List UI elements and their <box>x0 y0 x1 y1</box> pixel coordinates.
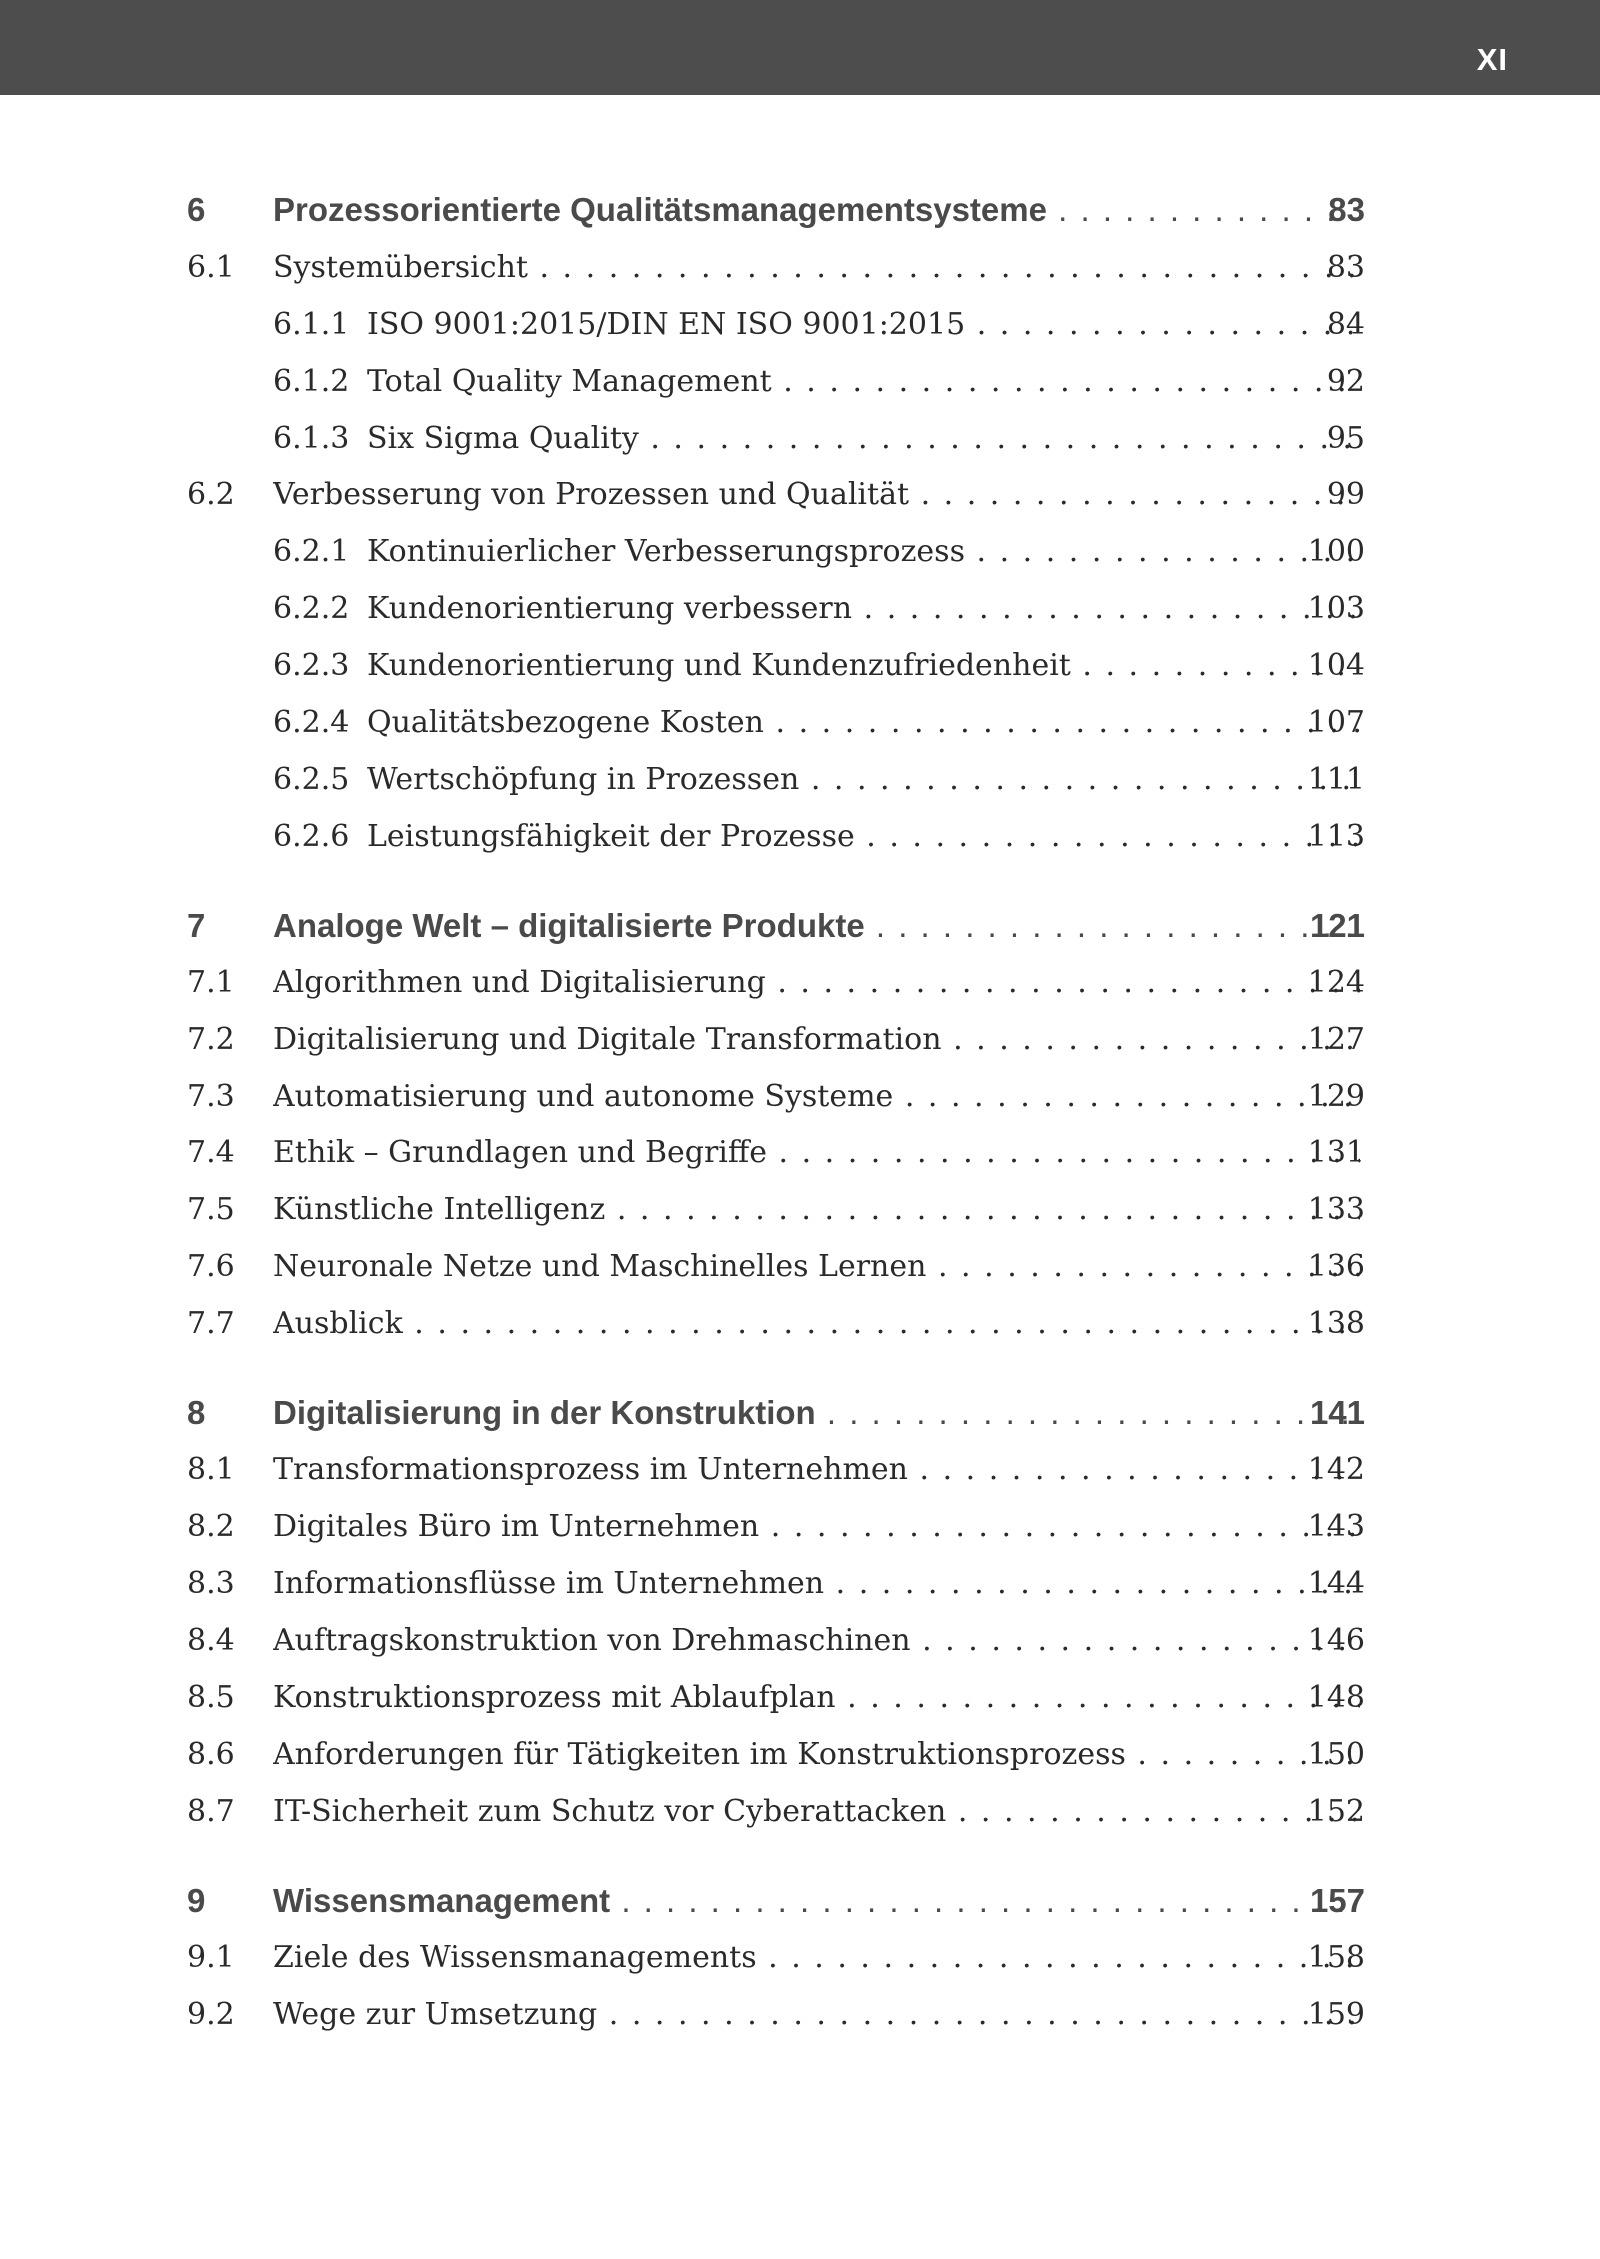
toc-entry-number: 8.2 <box>187 1509 235 1544</box>
toc-entry-page: 83 <box>1328 191 1365 228</box>
toc-entry-number: 8 <box>187 1394 206 1431</box>
toc-entry-number: 7.6 <box>187 1249 235 1284</box>
toc-entry-page: 113 <box>1307 819 1365 854</box>
toc-entry-page: 92 <box>1326 364 1365 399</box>
toc-entry-title: Neuronale Netze und Maschinelles Lernen . . . <box>273 1242 1360 1292</box>
toc-entry-number: 8.1 <box>187 1452 235 1487</box>
toc-entry-subsection[interactable] <box>0 812 1600 862</box>
toc-entry-title: Algorithmen und Digitalisierung . . . <box>273 958 1360 1008</box>
header-bar <box>0 0 1600 95</box>
toc-entry-section[interactable] <box>0 1933 1600 1983</box>
toc-entry-title: Prozessorientierte Qualitätsmanagementsysteme . . . <box>273 185 1360 235</box>
toc-entry-number: 7.1 <box>187 965 235 1000</box>
toc-entry-title: Kontinuierlicher Verbesserungsprozess . . . <box>367 527 1360 577</box>
toc-entry-page: 127 <box>1307 1022 1365 1057</box>
toc-entry-chapter[interactable] <box>0 1876 1600 1926</box>
toc-entry-number: 6.2.3 <box>273 648 350 683</box>
toc-entry-number: 6 <box>187 191 206 228</box>
toc-entry-number: 6.2.1 <box>273 534 350 569</box>
toc-entry-subsection[interactable] <box>0 527 1600 577</box>
toc-entry-page: 141 <box>1309 1394 1365 1431</box>
toc-entry-subsection[interactable] <box>0 414 1600 464</box>
toc-entry-number: 8.5 <box>187 1680 235 1715</box>
toc-entry-number: 6.2.6 <box>273 819 350 854</box>
toc-entry-title: Informationsflüsse im Unternehmen . . . <box>273 1559 1360 1609</box>
toc-entry-number: 8.4 <box>187 1623 235 1658</box>
toc-entry-page: 136 <box>1307 1249 1365 1284</box>
toc-entry-number: 6.1 <box>187 250 235 285</box>
toc-entry-title: Transformationsprozess im Unternehmen . . . <box>273 1445 1360 1495</box>
toc-entry-number: 8.7 <box>187 1794 235 1829</box>
toc-entry-number: 8.6 <box>187 1737 235 1772</box>
toc-entry-section[interactable] <box>0 1445 1600 1495</box>
toc-entry-title: Kundenorientierung verbessern . . . <box>367 584 1360 634</box>
toc-entry-page: 111 <box>1307 762 1365 797</box>
toc-entry-title: Leistungsfähigkeit der Prozesse . . . <box>367 812 1360 862</box>
toc-entry-page: 142 <box>1307 1452 1365 1487</box>
toc-entry-title: Wege zur Umsetzung . . . <box>273 1990 1360 2040</box>
toc-entry-section[interactable] <box>0 1502 1600 1552</box>
toc-entry-section[interactable] <box>0 1616 1600 1666</box>
toc-entry-number: 7.5 <box>187 1192 235 1227</box>
toc-entry-number: 7.3 <box>187 1079 235 1114</box>
toc-entry-chapter[interactable] <box>0 185 1600 235</box>
toc-entry-page: 152 <box>1307 1794 1365 1829</box>
toc-entry-number: 6.2 <box>187 477 235 512</box>
toc-entry-page: 157 <box>1309 1882 1365 1919</box>
toc-entry-chapter[interactable] <box>0 1388 1600 1438</box>
toc-entry-section[interactable] <box>0 1673 1600 1723</box>
toc-entry-number: 8.3 <box>187 1566 235 1601</box>
toc-entry-title: ISO 9001:2015/DIN EN ISO 9001:2015 . . . <box>367 300 1360 350</box>
toc-entry-title: Automatisierung und autonome Systeme . . . <box>273 1072 1360 1122</box>
toc-entry-title: Wertschöpfung in Prozessen . . . <box>367 755 1360 805</box>
toc-entry-title: Auftragskonstruktion von Drehmaschinen . . . <box>273 1616 1360 1666</box>
toc-entry-number: 9.2 <box>187 1997 235 2032</box>
toc-entry-subsection[interactable] <box>0 357 1600 407</box>
toc-entry-title: Verbesserung von Prozessen und Qualität . . . <box>273 470 1360 520</box>
toc-entry-section[interactable] <box>0 1990 1600 2040</box>
toc-entry-chapter[interactable] <box>0 901 1600 951</box>
toc-entry-title: Digitales Büro im Unternehmen . . . <box>273 1502 1360 1552</box>
page-number: XI <box>1476 42 1508 77</box>
toc-entry-page: 99 <box>1326 477 1365 512</box>
toc-entry-section[interactable] <box>0 1730 1600 1780</box>
toc-entry-number: 6.1.2 <box>273 364 350 399</box>
toc-entry-number: 9.1 <box>187 1940 235 1975</box>
toc-entry-title: Künstliche Intelligenz . . . <box>273 1185 1360 1235</box>
toc-entry-title: Konstruktionsprozess mit Ablaufplan . . . <box>273 1673 1360 1723</box>
toc-entry-page: 148 <box>1307 1680 1365 1715</box>
toc-entry-page: 104 <box>1307 648 1365 683</box>
toc-entry-section[interactable] <box>0 1242 1600 1292</box>
toc-entry-page: 143 <box>1307 1509 1365 1544</box>
toc-entry-number: 6.2.4 <box>273 705 350 740</box>
toc-entry-subsection[interactable] <box>0 584 1600 634</box>
toc-entry-section[interactable] <box>0 958 1600 1008</box>
toc-entry-number: 6.1.3 <box>273 421 350 456</box>
toc-entry-number: 7 <box>187 907 206 944</box>
toc-entry-title: Ethik – Grundlagen und Begriffe . . . <box>273 1128 1360 1178</box>
toc-entry-page: 159 <box>1307 1997 1365 2032</box>
toc-entry-page: 107 <box>1307 705 1365 740</box>
toc-entry-subsection[interactable] <box>0 755 1600 805</box>
toc-entry-page: 158 <box>1307 1940 1365 1975</box>
toc-entry-title: Kundenorientierung und Kundenzufriedenheit . . . <box>367 641 1360 691</box>
toc-entry-page: 146 <box>1307 1623 1365 1658</box>
toc-entry-page: 83 <box>1326 250 1365 285</box>
toc-entry-title: Qualitätsbezogene Kosten . . . <box>367 698 1360 748</box>
toc-entry-title: Digitalisierung und Digitale Transformation . . . <box>273 1015 1360 1065</box>
toc-entry-page: 103 <box>1307 591 1365 626</box>
toc-entry-section[interactable] <box>0 1185 1600 1235</box>
toc-entry-page: 129 <box>1307 1079 1365 1114</box>
toc-entry-section[interactable] <box>0 1559 1600 1609</box>
toc-entry-title: IT-Sicherheit zum Schutz vor Cyberattacken . . . <box>273 1787 1360 1837</box>
toc-entry-number: 9 <box>187 1882 206 1919</box>
toc-entry-section[interactable] <box>0 1128 1600 1178</box>
toc-entry-number: 6.1.1 <box>273 307 350 342</box>
toc-entry-page: 100 <box>1307 534 1365 569</box>
toc-entry-page: 121 <box>1309 907 1365 944</box>
toc-entry-title: Analoge Welt – digitalisierte Produkte . . . <box>273 901 1360 951</box>
toc-entry-page: 95 <box>1326 421 1365 456</box>
toc-entry-title: Ausblick . . . <box>273 1299 1360 1349</box>
toc-entry-section[interactable] <box>0 1015 1600 1065</box>
toc-entry-number: 7.7 <box>187 1306 235 1341</box>
toc-entry-page: 138 <box>1307 1306 1365 1341</box>
toc-entry-page: 131 <box>1307 1135 1365 1170</box>
toc-entry-page: 124 <box>1307 965 1365 1000</box>
toc-entry-title: Wissensmanagement . . . <box>273 1876 1360 1926</box>
toc-entry-subsection[interactable] <box>0 300 1600 350</box>
toc-entry-page: 150 <box>1307 1737 1365 1772</box>
toc-entry-number: 7.2 <box>187 1022 235 1057</box>
toc-entry-subsection[interactable] <box>0 641 1600 691</box>
toc-entry-page: 144 <box>1307 1566 1365 1601</box>
toc-entry-section[interactable] <box>0 1072 1600 1122</box>
toc-entry-page: 133 <box>1307 1192 1365 1227</box>
toc-entry-title: Anforderungen für Tätigkeiten im Konstruktionsprozess . . . <box>273 1730 1360 1780</box>
toc-entry-number: 6.2.2 <box>273 591 350 626</box>
toc-entry-title: Systemübersicht . . . <box>273 243 1360 293</box>
toc-entry-title: Ziele des Wissensmanagements . . . <box>273 1933 1360 1983</box>
toc-entry-page: 84 <box>1326 307 1365 342</box>
toc-entry-title: Digitalisierung in der Konstruktion . . . <box>273 1388 1360 1438</box>
toc-entry-title: Six Sigma Quality . . . <box>367 414 1360 464</box>
toc-entry-section[interactable] <box>0 243 1600 293</box>
toc-entry-title: Total Quality Management . . . <box>367 357 1360 407</box>
toc-entry-section[interactable] <box>0 1787 1600 1837</box>
toc-entry-number: 6.2.5 <box>273 762 350 797</box>
toc-entry-section[interactable] <box>0 1299 1600 1349</box>
toc-entry-number: 7.4 <box>187 1135 235 1170</box>
toc-entry-subsection[interactable] <box>0 698 1600 748</box>
toc-entry-section[interactable] <box>0 470 1600 520</box>
